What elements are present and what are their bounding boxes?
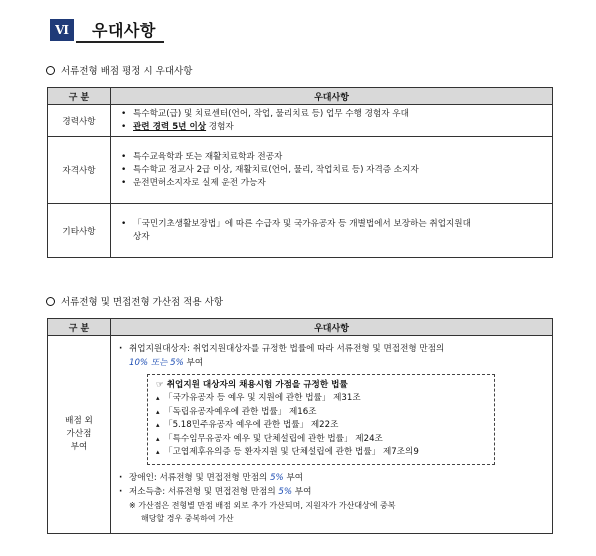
- bonus-item-low-income: [119, 485, 544, 499]
- bonus-item3-suffix: 부여: [292, 486, 312, 497]
- pointing-hand-icon: ☞: [156, 380, 164, 390]
- row-category-qualification: 자격사항: [48, 137, 111, 204]
- bonus-item2-percent: 5%: [270, 472, 284, 483]
- list-item: • 특수학교 정교사 2급 이상, 재활치료(언어, 물리, 작업치료 등) 자격증 소지자: [121, 164, 544, 177]
- table2-header-preference: 우대사항: [111, 319, 553, 336]
- bonus-item2-text: 장애인: 서류전형 및 면접전형 만점의: [129, 472, 271, 483]
- row-category-other: 기타사항: [48, 204, 111, 258]
- bonus-item-employment-support: [119, 342, 544, 370]
- part2-subtitle: [46, 294, 223, 308]
- list-item: • 특수교육학과 또는 재활치료학과 전공자: [121, 151, 544, 164]
- row-content-career: [111, 105, 553, 137]
- table1-header-category: 구 분: [48, 88, 111, 105]
- bonus-points-table: [47, 318, 553, 534]
- bonus-item1-percent: 10% 또는 5%: [129, 358, 184, 368]
- bonus-item1-text: 취업지원대상자: 취업지원대상자를 규정한 법률에 따라 서류전형 및 면접전형 만점의: [129, 344, 445, 354]
- circle-bullet-icon: [46, 297, 55, 306]
- circle-bullet-icon: [46, 66, 55, 75]
- row-content-bonus: [111, 336, 553, 534]
- section-number-badge: Ⅵ: [50, 19, 74, 41]
- part1-subtitle: [46, 63, 192, 77]
- law-item: ▴ 「고엽제후유의증 등 환자지원 및 단체설립에 관한 법률」 제7조의9: [156, 446, 486, 460]
- list-item: • 「국민기초생활보장법」에 따른 수급자 및 국가유공자 등 개별법에서 보장하는 취업지원대상자: [121, 218, 473, 244]
- table-row: [48, 105, 553, 137]
- bonus-item1-suffix: 부여: [183, 358, 204, 368]
- row-content-other: [111, 204, 553, 258]
- part2-subtitle-text: 서류전형 및 면접전형 가산점 적용 사항: [61, 297, 223, 308]
- section-title: 우대사항: [92, 21, 156, 40]
- section-title-underline: [76, 41, 164, 43]
- part1-subtitle-text: 서류전형 배점 평정 시 우대사항: [61, 66, 193, 77]
- preference-table-document-screening: [47, 87, 553, 258]
- bonus-item-disabled: [119, 471, 544, 485]
- table-row: [48, 204, 553, 258]
- career-years-rest: 경험자: [206, 121, 234, 132]
- list-item: [121, 121, 544, 134]
- law-box-title-text: 취업지원 대상자의 채용시험 가점을 규정한 법률: [166, 380, 348, 390]
- law-item: ▴ 「5.18민주유공자 예우에 관한 법률」 제22조: [156, 419, 486, 433]
- list-item: • 특수학교(급) 및 치료센터(언어, 작업, 물리치료 등) 업무 수행 경험자 우대: [121, 108, 544, 121]
- bonus-item3-text: 저소득층: 서류전형 및 면접전형 만점의: [129, 486, 279, 497]
- career-years-emphasis: 관련 경력 5년 이상: [133, 121, 207, 132]
- table2-header-category: 구 분: [48, 319, 111, 336]
- bonus-item3-percent: 5%: [278, 486, 293, 497]
- bonus-note-line2: 해당할 경우 중복하여 가산: [141, 513, 234, 523]
- row-category-career: 경력사항: [48, 105, 111, 137]
- bonus-note-line1: ※ 가산점은 전형별 만점 배점 외로 추가 가산되며, 지원자가 가산대상에 중복: [129, 500, 396, 510]
- law-box-title: [156, 378, 486, 392]
- table1-header-preference: 우대사항: [111, 88, 553, 105]
- law-item: ▴ 「국가유공자 등 예우 및 지원에 관한 법률」 제31조: [156, 392, 486, 406]
- list-item: • 운전면허소지자로 실제 운전 가능자: [121, 177, 544, 190]
- law-item: ▴ 「독립유공자예우에 관한 법률」 제16조: [156, 406, 486, 420]
- row-category-bonus: 배점 외 가산점 부여: [48, 336, 111, 534]
- law-item: ▴ 「특수임무유공자 예우 및 단체설립에 관한 법률」 제24조: [156, 433, 486, 447]
- table-row: [48, 137, 553, 204]
- bonus-item2-suffix: 부여: [283, 472, 304, 483]
- row-content-qualification: [111, 137, 553, 204]
- law-reference-box: [147, 374, 495, 465]
- table-row: [48, 336, 553, 534]
